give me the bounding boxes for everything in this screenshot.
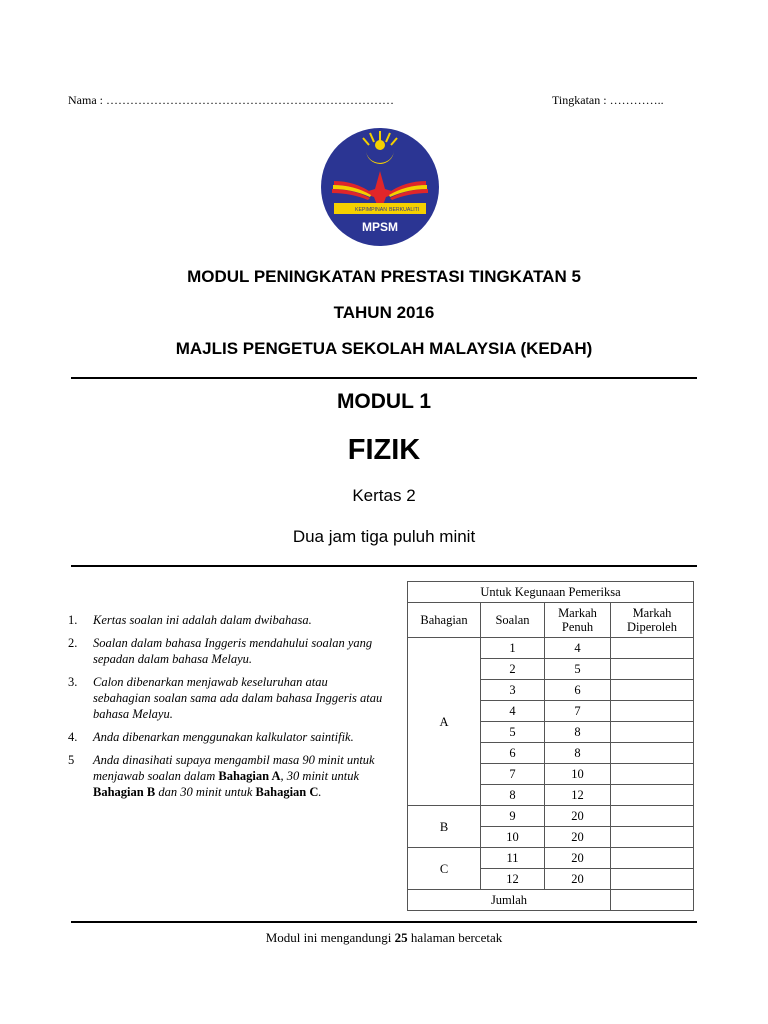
table-row xyxy=(408,806,694,827)
total-label: Jumlah xyxy=(408,890,611,911)
section-cell: B xyxy=(408,806,481,848)
page-count-note xyxy=(0,930,768,946)
question-number-cell: 5 xyxy=(481,722,545,743)
footer-text: halaman bercetak xyxy=(407,930,503,945)
paper-number: Kertas 2 xyxy=(352,486,416,505)
header-bahagian: Bahagian xyxy=(408,603,481,638)
table-row xyxy=(408,638,694,659)
question-number-cell: 7 xyxy=(481,764,545,785)
marks-obtained-cell[interactable] xyxy=(611,827,694,848)
instruction-item xyxy=(68,635,388,667)
marks-obtained-cell[interactable] xyxy=(611,785,694,806)
question-number-cell: 9 xyxy=(481,806,545,827)
marks-obtained-cell[interactable] xyxy=(611,848,694,869)
question-number-cell: 4 xyxy=(481,701,545,722)
table-row xyxy=(408,848,694,869)
instruction-text: Kertas soalan ini adalah dalam dwibahasa. xyxy=(93,613,312,627)
logo-mpsm-text: MPSM xyxy=(362,220,398,234)
year-title: TAHUN 2016 xyxy=(333,303,435,322)
full-marks-cell: 6 xyxy=(545,680,611,701)
header-markah-penuh: Markah Penuh xyxy=(545,603,611,638)
question-number-cell: 3 xyxy=(481,680,545,701)
table-caption: Untuk Kegunaan Pemeriksa xyxy=(408,582,694,603)
instruction-text-part: Anda dinasihati supaya mengambil masa 90 minit untuk menjawab soalan dalam xyxy=(93,753,375,783)
question-number-cell: 1 xyxy=(481,638,545,659)
instructions-list xyxy=(68,612,388,807)
instruction-item xyxy=(68,752,388,800)
instruction-text-part: dan 30 minit untuk xyxy=(155,785,256,799)
full-marks-cell: 20 xyxy=(545,869,611,890)
section-c-label: Bahagian C xyxy=(255,785,319,799)
logo-banner-left: KEPIMPINAN xyxy=(355,207,387,213)
section-cell: C xyxy=(408,848,481,890)
instruction-text: Anda dibenarkan menggunakan kalkulator saintifik. xyxy=(93,730,354,744)
footer-text: Modul ini mengandungi xyxy=(265,930,395,945)
council-title: MAJLIS PENGETUA SEKOLAH MALAYSIA (KEDAH) xyxy=(175,339,593,358)
name-field[interactable]: Nama : ……………………………………………………………… xyxy=(68,93,394,107)
module-title: MODUL PENINGKATAN PRESTASI TINGKATAN 5 xyxy=(187,267,581,286)
instruction-text-part: , 30 minit untuk xyxy=(280,769,360,783)
module-number: MODUL 1 xyxy=(336,390,432,413)
full-marks-cell: 20 xyxy=(545,806,611,827)
page-count: 25 xyxy=(394,930,408,945)
header-markah-diperoleh: Markah Diperoleh xyxy=(611,603,694,638)
marks-obtained-cell[interactable] xyxy=(611,659,694,680)
instruction-item xyxy=(68,674,388,722)
header-soalan: Soalan xyxy=(481,603,545,638)
instruction-text-part: . xyxy=(318,785,322,799)
marks-obtained-cell[interactable] xyxy=(611,680,694,701)
marks-obtained-cell[interactable] xyxy=(611,806,694,827)
exam-duration: Dua jam tiga puluh minit xyxy=(292,527,476,546)
instruction-text xyxy=(93,752,388,800)
instruction-item xyxy=(68,729,388,745)
instruction-number: 3. xyxy=(68,675,78,689)
section-b-label: Bahagian B xyxy=(93,785,156,799)
instruction-number: 5 xyxy=(68,753,75,767)
full-marks-cell: 5 xyxy=(545,659,611,680)
marks-obtained-cell[interactable] xyxy=(611,638,694,659)
mpsm-logo xyxy=(320,127,440,247)
form-level-field[interactable]: Tingkatan : ………….. xyxy=(552,93,664,107)
section-cell: A xyxy=(408,638,481,806)
instruction-number: 2. xyxy=(68,636,78,650)
subject-title: FIZIK xyxy=(347,434,421,466)
marks-obtained-cell[interactable] xyxy=(611,743,694,764)
full-marks-cell: 20 xyxy=(545,827,611,848)
total-row xyxy=(408,890,694,911)
marks-obtained-cell[interactable] xyxy=(611,869,694,890)
divider xyxy=(71,565,697,567)
instruction-number: 4. xyxy=(68,730,78,744)
instruction-text: Soalan dalam bahasa Inggeris mendahului soalan yang sepadan dalam bahasa Melayu. xyxy=(93,636,373,666)
full-marks-cell: 12 xyxy=(545,785,611,806)
instruction-number: 1. xyxy=(68,613,78,627)
instruction-item xyxy=(68,612,388,628)
marks-obtained-cell[interactable] xyxy=(611,764,694,785)
question-number-cell: 10 xyxy=(481,827,545,848)
question-number-cell: 8 xyxy=(481,785,545,806)
examiner-table xyxy=(407,581,694,911)
divider xyxy=(71,377,697,379)
question-number-cell: 6 xyxy=(481,743,545,764)
marks-obtained-cell[interactable] xyxy=(611,701,694,722)
question-number-cell: 12 xyxy=(481,869,545,890)
divider xyxy=(71,921,697,923)
question-number-cell: 11 xyxy=(481,848,545,869)
question-number-cell: 2 xyxy=(481,659,545,680)
full-marks-cell: 10 xyxy=(545,764,611,785)
full-marks-cell: 8 xyxy=(545,743,611,764)
full-marks-cell: 7 xyxy=(545,701,611,722)
logo-banner-right: BERKUALITI xyxy=(389,207,420,213)
full-marks-cell: 20 xyxy=(545,848,611,869)
marks-obtained-cell[interactable] xyxy=(611,722,694,743)
full-marks-cell: 4 xyxy=(545,638,611,659)
total-marks-cell[interactable] xyxy=(611,890,694,911)
instruction-text: Calon dibenarkan menjawab keseluruhan atau sebahagian soalan sama ada dalam bahasa Inggeris atau bahasa Melayu. xyxy=(93,675,383,721)
full-marks-cell: 8 xyxy=(545,722,611,743)
section-a-label: Bahagian A xyxy=(218,769,281,783)
